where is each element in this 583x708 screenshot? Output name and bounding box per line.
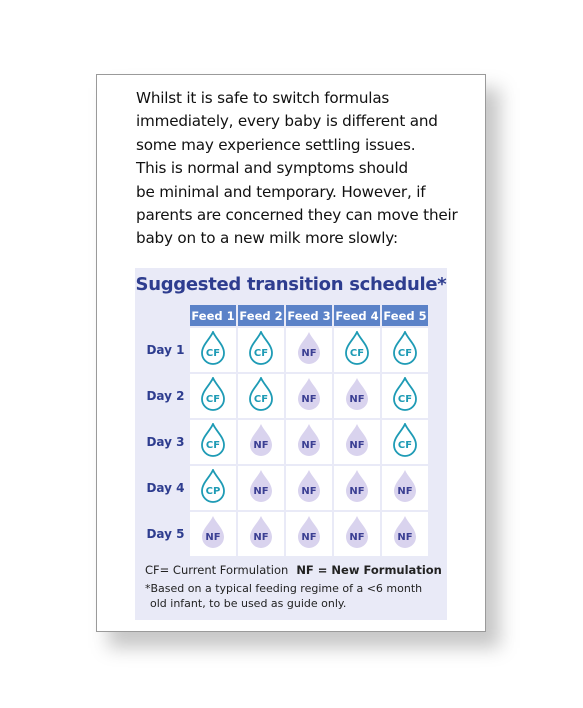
schedule-row bbox=[143, 420, 428, 464]
drop-label: NF bbox=[253, 485, 269, 497]
drop-label: CF bbox=[349, 347, 365, 359]
schedule-cell bbox=[334, 466, 380, 510]
feed-header: Feed 3 bbox=[286, 305, 332, 326]
current-formulation-drop-icon bbox=[392, 377, 418, 411]
new-formulation-drop-icon bbox=[296, 377, 322, 411]
drop-label: CF bbox=[205, 393, 221, 405]
day-label: Day 2 bbox=[146, 389, 185, 403]
footnote bbox=[145, 581, 422, 611]
feed-header: Feed 4 bbox=[334, 305, 380, 326]
schedule-row bbox=[143, 512, 428, 556]
new-formulation-drop-icon bbox=[392, 469, 418, 503]
schedule-cell bbox=[286, 512, 332, 556]
drop-label: NF bbox=[253, 439, 269, 451]
current-formulation-drop-icon bbox=[392, 331, 418, 365]
current-formulation-drop-icon bbox=[200, 423, 226, 457]
current-formulation-drop-icon bbox=[200, 377, 226, 411]
schedule-row bbox=[143, 374, 428, 418]
schedule-cell bbox=[190, 512, 236, 556]
intro-line: some may experience settling issues. bbox=[136, 135, 416, 154]
schedule-cell bbox=[382, 466, 428, 510]
schedule-cell bbox=[286, 466, 332, 510]
new-formulation-drop-icon bbox=[248, 423, 274, 457]
schedule-cell bbox=[334, 512, 380, 556]
current-formulation-drop-icon bbox=[248, 331, 274, 365]
current-formulation-drop-icon bbox=[344, 331, 370, 365]
schedule-cell bbox=[382, 328, 428, 372]
header-corner bbox=[143, 305, 188, 326]
current-formulation-drop-icon bbox=[248, 377, 274, 411]
schedule-cell bbox=[382, 512, 428, 556]
schedule-cell bbox=[286, 374, 332, 418]
transition-schedule-panel bbox=[135, 268, 447, 620]
schedule-cell bbox=[190, 466, 236, 510]
drop-label: CF bbox=[397, 439, 413, 451]
drop-label: NF bbox=[253, 531, 269, 543]
schedule-cell bbox=[382, 420, 428, 464]
drop-label: NF bbox=[397, 485, 413, 497]
drop-label: NF bbox=[301, 393, 317, 405]
drop-label: NF bbox=[349, 439, 365, 451]
new-formulation-drop-icon bbox=[248, 515, 274, 549]
current-formulation-drop-icon bbox=[200, 331, 226, 365]
new-formulation-drop-icon bbox=[296, 469, 322, 503]
day-label: Day 4 bbox=[146, 481, 185, 495]
schedule-body bbox=[143, 328, 428, 556]
schedule-cell bbox=[382, 374, 428, 418]
formulation-legend bbox=[145, 563, 442, 577]
intro-line: immediately, every baby is different and bbox=[136, 112, 438, 131]
schedule-cell bbox=[286, 328, 332, 372]
feed-header: Feed 5 bbox=[382, 305, 428, 326]
schedule-cell bbox=[238, 512, 284, 556]
drop-label: CF bbox=[205, 439, 221, 451]
drop-label: CF bbox=[253, 347, 269, 359]
new-formulation-drop-icon bbox=[344, 515, 370, 549]
drop-label: NF bbox=[397, 531, 413, 543]
current-formulation-drop-icon bbox=[392, 423, 418, 457]
day-label: Day 5 bbox=[146, 527, 185, 541]
cf-legend: CF= Current Formulation bbox=[145, 563, 289, 577]
new-formulation-drop-icon bbox=[344, 423, 370, 457]
new-formulation-drop-icon bbox=[344, 469, 370, 503]
new-formulation-drop-icon bbox=[200, 515, 226, 549]
feed-header: Feed 2 bbox=[238, 305, 284, 326]
schedule-cell bbox=[286, 420, 332, 464]
drop-label: NF bbox=[349, 485, 365, 497]
intro-paragraph bbox=[136, 87, 466, 251]
drop-label: NF bbox=[349, 531, 365, 543]
day-label: Day 3 bbox=[146, 435, 185, 449]
feed-header: Feed 1 bbox=[190, 305, 236, 326]
new-formulation-drop-icon bbox=[296, 423, 322, 457]
intro-line: parents are concerned they can move their bbox=[136, 206, 458, 225]
schedule-cell bbox=[238, 328, 284, 372]
drop-label: NF bbox=[301, 347, 317, 359]
drop-label: CF bbox=[253, 393, 269, 405]
new-formulation-drop-icon bbox=[248, 469, 274, 503]
intro-line: baby on to a new milk more slowly: bbox=[136, 229, 398, 248]
schedule-title: Suggested transition schedule* bbox=[135, 274, 447, 295]
new-formulation-drop-icon bbox=[296, 515, 322, 549]
drop-label: CF bbox=[205, 347, 221, 359]
new-formulation-drop-icon bbox=[392, 515, 418, 549]
schedule-cell bbox=[238, 420, 284, 464]
schedule-cell bbox=[190, 420, 236, 464]
drop-label: NF bbox=[205, 531, 221, 543]
intro-line: be minimal and temporary. However, if bbox=[136, 182, 426, 201]
current-formulation-drop-icon bbox=[200, 469, 226, 503]
nf-legend: NF = New Formulation bbox=[296, 563, 442, 577]
schedule-cell bbox=[238, 374, 284, 418]
footnote-line: old infant, to be used as guide only. bbox=[150, 597, 347, 610]
schedule-row bbox=[143, 466, 428, 510]
schedule-cell bbox=[238, 466, 284, 510]
new-formulation-drop-icon bbox=[344, 377, 370, 411]
schedule-row bbox=[143, 328, 428, 372]
drop-label: NF bbox=[349, 393, 365, 405]
intro-line: This is normal and symptoms should bbox=[136, 159, 408, 178]
intro-line: Whilst it is safe to switch formulas bbox=[136, 89, 390, 107]
drop-label: CP bbox=[205, 485, 221, 497]
schedule-cell bbox=[334, 328, 380, 372]
schedule-table bbox=[141, 303, 430, 558]
schedule-header-row bbox=[143, 305, 428, 326]
schedule-cell bbox=[334, 374, 380, 418]
leaflet-card bbox=[96, 74, 486, 632]
schedule-cell bbox=[190, 328, 236, 372]
drop-label: NF bbox=[301, 439, 317, 451]
schedule-cell bbox=[190, 374, 236, 418]
footnote-line: *Based on a typical feeding regime of a <6 month bbox=[145, 582, 423, 595]
drop-label: CF bbox=[397, 393, 413, 405]
drop-label: CF bbox=[397, 347, 413, 359]
drop-label: NF bbox=[301, 485, 317, 497]
drop-label: NF bbox=[301, 531, 317, 543]
schedule-cell bbox=[334, 420, 380, 464]
new-formulation-drop-icon bbox=[296, 331, 322, 365]
day-label: Day 1 bbox=[146, 343, 185, 357]
